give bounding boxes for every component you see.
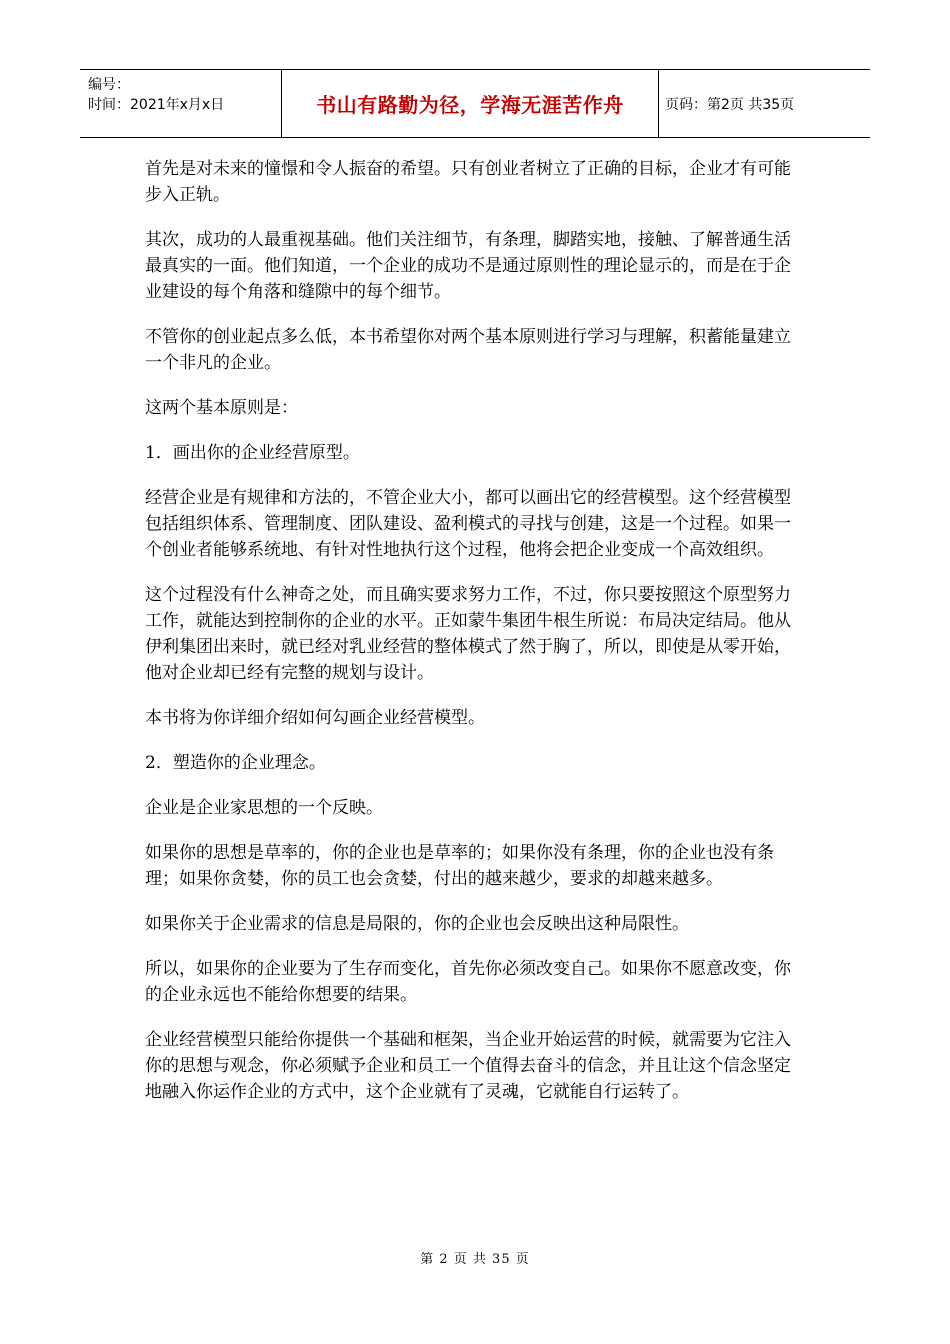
document-body [145, 156, 805, 1124]
number-label: 编号： [88, 77, 130, 93]
paragraph: 2．塑造你的企业理念。 [145, 753, 326, 773]
paragraph: 这两个基本原则是： [145, 398, 298, 418]
header-page-cell [659, 70, 870, 137]
paragraph: 如果你关于企业需求的信息是局限的，你的企业也会反映出这种局限性。 [145, 914, 689, 934]
paragraph: 经营企业是有规律和方法的，不管企业大小，都可以画出它的经营模型。这个经营模型包括组织体系、管理制度、团队建设、盈利模式的寻找与创建，这是一个过程。如果一个创业者能够系统地、有针对性地执行这个过程，他将会把企业变成一个高效组织。 [145, 488, 791, 560]
time-label: 时间：2021年x月x日 [88, 97, 225, 113]
page-header [80, 69, 870, 138]
paragraph: 其次，成功的人最重视基础。他们关注细节，有条理，脚踏实地，接触、了解普通生活最真实的一面。他们知道，一个企业的成功不是通过原则性的理论显示的，而是在于企业建设的每个角落和缝隙中的每个细节。 [145, 230, 791, 302]
header-left-cell [80, 70, 282, 137]
paragraph: 如果你的思想是草率的，你的企业也是草率的；如果你没有条理，你的企业也没有条理；如果你贪婪，你的员工也会贪婪，付出的越来越少，要求的却越来越多。 [145, 843, 774, 889]
paragraph: 所以，如果你的企业要为了生存而变化，首先你必须改变自己。如果你不愿意改变，你的企业永远也不能给你想要的结果。 [145, 959, 791, 1005]
page-footer: 第 2 页 共 35 页 [420, 1252, 530, 1267]
paragraph: 本书将为你详细介绍如何勾画企业经营模型。 [145, 708, 485, 728]
motto: 书山有路勤为径，学海无涯苦作舟 [316, 93, 624, 117]
page-info: 页码：第2页 共35页 [665, 96, 795, 113]
paragraph: 企业经营模型只能给你提供一个基础和框架，当企业开始运营的时候，就需要为它注入你的思想与观念，你必须赋予企业和员工一个值得去奋斗的信念，并且让这个信念坚定地融入你运作企业的方式中，这个企业就有了灵魂，它就能自行运转了。 [145, 1030, 791, 1102]
paragraph: 企业是企业家思想的一个反映。 [145, 798, 383, 818]
paragraph: 这个过程没有什么神奇之处，而且确实要求努力工作，不过，你只要按照这个原型努力工作，就能达到控制你的企业的水平。正如蒙牛集团牛根生所说：布局决定结局。他从伊利集团出来时，就已经对乳业经营的整体模式了然于胸了，所以，即使是从零开始，他对企业却已经有完整的规划与设计。 [145, 585, 791, 683]
paragraph: 首先是对未来的憧憬和令人振奋的希望。只有创业者树立了正确的目标，企业才有可能步入正轨。 [145, 159, 791, 205]
paragraph: 不管你的创业起点多么低，本书希望你对两个基本原则进行学习与理解，积蓄能量建立一个非凡的企业。 [145, 327, 791, 373]
header-motto-cell [282, 70, 659, 137]
paragraph: 1．画出你的企业经营原型。 [145, 443, 360, 463]
